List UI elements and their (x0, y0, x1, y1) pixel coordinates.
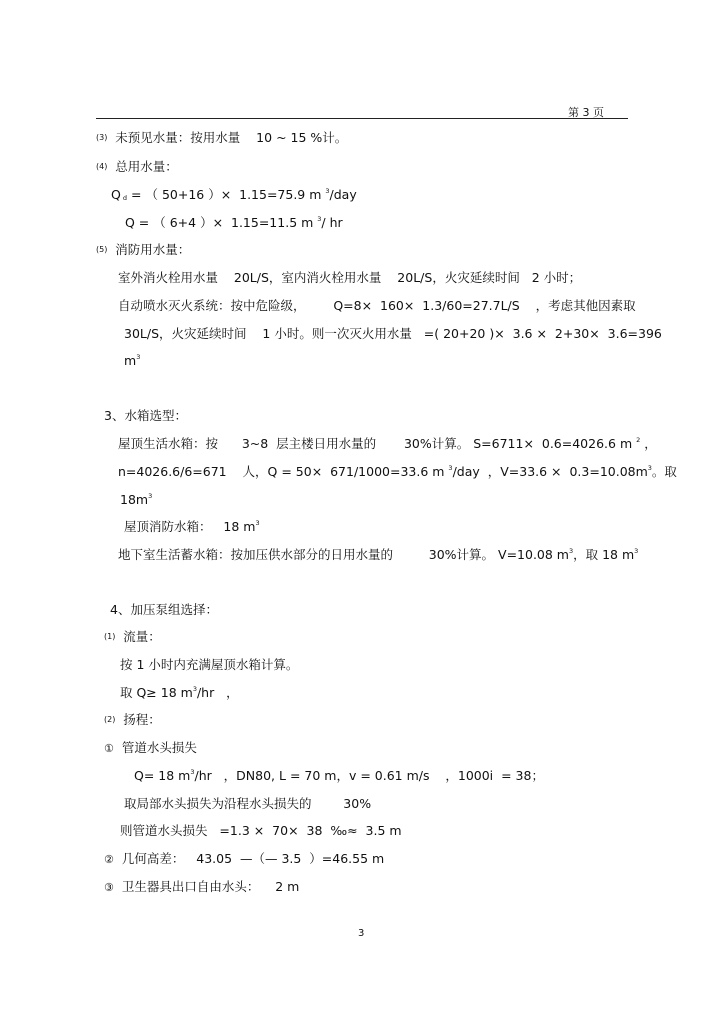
line-pipe-loss-result: 则管道水头损失 =1.3 × 70× 38 ‰≈ 3.5 m (120, 823, 402, 838)
section-heading-pump: 4、加压泵组选择： (110, 602, 218, 617)
line-fixture-head: ③ 卫生器具出口自由水头： 2 m (104, 879, 300, 894)
line-head-heading: (2) 扬程： (104, 712, 161, 727)
line-unforeseen-water: (3) 未预见水量：按用水量 10 ~ 15 %计。 (96, 130, 348, 145)
line-roof-fire-tank: 屋顶消防水箱： 18 $m^3$ (124, 519, 260, 534)
section-heading-tank: 3、水箱选型： (104, 408, 187, 423)
line-fire-water-heading: (5) 消防用水量： (96, 242, 191, 257)
line-local-loss: 取局部水头损失为沿程水头损失的 30% (124, 796, 372, 811)
line-pipe-params: Q= 18 $m^3/hr$ ，DN80, L = 70 m，v = 0.61 m/s ，1000i = 38； (134, 768, 544, 783)
line-population-calc: n=4026.6/6=671 人，Q = 50× 671/1000=33.6 m $^3$/day ，$V=33.6 \times 0.3=10.08m^3$。取 (118, 464, 677, 479)
line-flow-heading: (1) 流量： (104, 629, 161, 644)
header-rule (96, 118, 628, 119)
line-fire-total-unit: $m^3$ (124, 353, 141, 368)
line-fire-total: 30L/S，火灾延续时间 1 小时。则一次灭火用水量 =( 20+20 )× 3.6 × 2+30× 3.6=396 (124, 326, 662, 341)
line-basement-tank: 地下室生活蓄水箱：按加压供水部分的日用水量的 30%计算。 V=10.08 $m^3$，取 18 $m^3$ (118, 547, 639, 562)
line-flow-basis: 按 1 小时内充满屋顶水箱计算。 (120, 657, 299, 672)
line-sprinkler-system: 自动喷水灭火系统：按中危险级， Q=8× 160× 1.3/60=27.7L/S ，考虑其他因素取 (118, 298, 636, 313)
line-hydrant-water: 室外消火栓用水量 20L/S，室内消火栓用水量 20L/S，火灾延续时间 2 小时； (118, 270, 582, 285)
line-flow-value: 取 Q≥ 18 $m^3/hr$ ， (120, 685, 239, 700)
line-total-hourly: Q = （ 6+4 ）× 1.15=11.5 m $^3$/ hr (125, 215, 343, 230)
page-header-label: 第 3 页 (568, 106, 604, 119)
line-tank-volume: $18m^3$ (120, 492, 153, 507)
line-pipe-head-loss: ① 管道水头损失 (104, 740, 197, 755)
line-total-daily: Q $_d$ = （ 50+16 ）× 1.15=75.9 m $^3$/day (111, 187, 357, 202)
line-roof-domestic-tank: 屋顶生活水箱：按 3~8 层主楼日用水量的 30%计算。 S=6711× 0.6=4026.6 m $^2$ ， (118, 436, 657, 451)
page-number: 3 (358, 928, 365, 939)
line-geometric-height: ② 几何高差： 43.05 —（— 3.5 ）=46.55 m (104, 851, 385, 866)
line-total-water-heading: (4) 总用水量： (96, 159, 178, 174)
